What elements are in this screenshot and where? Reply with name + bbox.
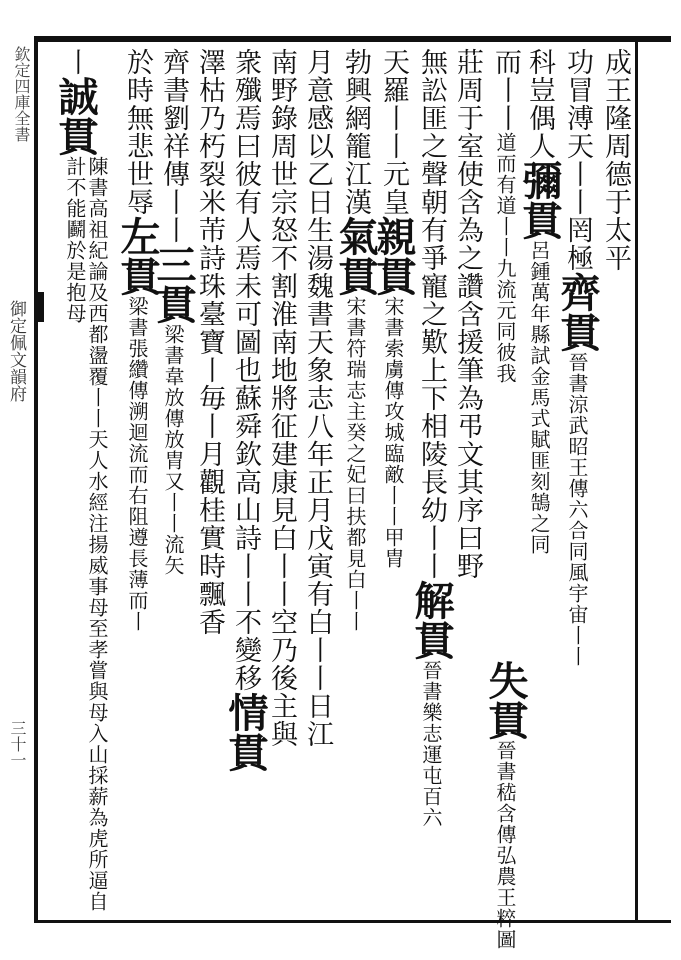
column-main-text: 月意感以乙日生湯魏書天象志八年正月戊寅有白丨丨日江 [302,48,333,748]
column-main-text: 科豈偶人 [524,48,555,160]
headword: 氣貫 [332,216,379,296]
annotation-note: 呂鍾萬年縣試金馬式賦匪刻鵠之同 [527,240,551,555]
column-main-text: 衆殲焉曰彼有人焉未可圖也蘇舜欽高山詩丨丨不變移 [230,48,261,692]
text-column-2 [554,48,601,667]
column-main-text: 莊周于室使含為之讚含援筆為弔文其序曰野 [452,48,483,580]
headword: 失貫 [482,660,529,740]
headword: 齊貫 [554,272,601,352]
headword: 情貫 [222,692,269,772]
text-column-8 [370,48,417,569]
column-main-text: 功冒溥天丨丨罔極 [562,48,593,272]
annotation-note: 宋書符瑞志主癸之妃曰扶都見白丨丨 [343,296,367,632]
column-main-text: 而丨丨 [490,48,521,132]
text-column-12 [222,48,269,772]
headword: 誠貫 [52,76,99,156]
headword: 三貫 [150,244,197,324]
text-column-7 [408,48,455,828]
text-column-9 [332,48,379,632]
column-main-text: 齊書劉祥傳丨丨 [158,48,189,244]
page-border-right [635,36,638,923]
page-border-bottom [34,920,671,923]
text-column-16 [52,48,109,916]
text-column-5 [482,660,529,950]
margin-book-title: 御定佩文韻府 [6,300,26,402]
page-border-left [34,36,38,923]
column-main-text: 於時無悲世辱 [122,48,153,216]
folio-page-number: 三十一 [8,720,27,768]
headword: 左貫 [114,216,161,296]
folio-header: 欽定四庫全書 [12,46,31,142]
text-column-13 [194,48,224,636]
annotation-note: 晉書嵇含傳弘農王粹圖 [493,740,517,950]
page-border-top [34,36,671,42]
text-column-3 [516,48,563,555]
text-column-14 [150,48,197,576]
text-column-1 [600,48,630,272]
column-main-text: 勃興網籠江漢 [340,48,371,216]
text-column-10 [302,48,332,748]
annotation-note: 晉書樂志運屯百六 [419,660,443,828]
column-main-text: 澤枯乃朽裂米芾詩珠臺寶丨毎丨月觀桂實時飄香 [194,48,225,636]
headword: 彌貫 [516,160,563,240]
annotation-note: 梁書張纘傳溯迴流而右阻遵長薄而丨 [125,296,149,632]
annotation-note: 道而有道丨丨九流元同彼我 [493,132,517,384]
annotation-note: 陳書高祖紀論及西都盪覆丨丨天人水經注揚威事母至孝嘗與母入山採薪為虎所逼自計不能鬬於是抱母 [63,156,109,912]
headword: 解貫 [408,580,455,660]
annotation-note: 晉書涼武昭王傳六合同風宇宙丨丨 [565,352,589,667]
column-main-text: 南野錄周世宗怒不割淮南地將征建康見白丨丨空乃後主與 [266,48,297,748]
column-main-text: 成王隆周德于太平 [600,48,631,272]
annotation-note: 梁書韋放傳放胄又丨丨流矢 [161,324,185,576]
text-column-4 [490,48,520,384]
text-column-15 [114,48,161,632]
column-main-text: 天羅丨丨元皇 [378,48,409,216]
text-column-11 [266,48,296,748]
margin-fishtail-block [34,292,44,322]
column-main-text: 無訟匪之聲朝有爭寵之歎上下相陵長幼丨丨 [416,48,447,580]
text-column-6 [452,48,482,580]
headword: 親貫 [370,216,417,296]
annotation-note: 宋書索虜傳攻城臨敵丨丨甲胄 [381,296,405,569]
column-main-text: 丨 [60,48,91,76]
